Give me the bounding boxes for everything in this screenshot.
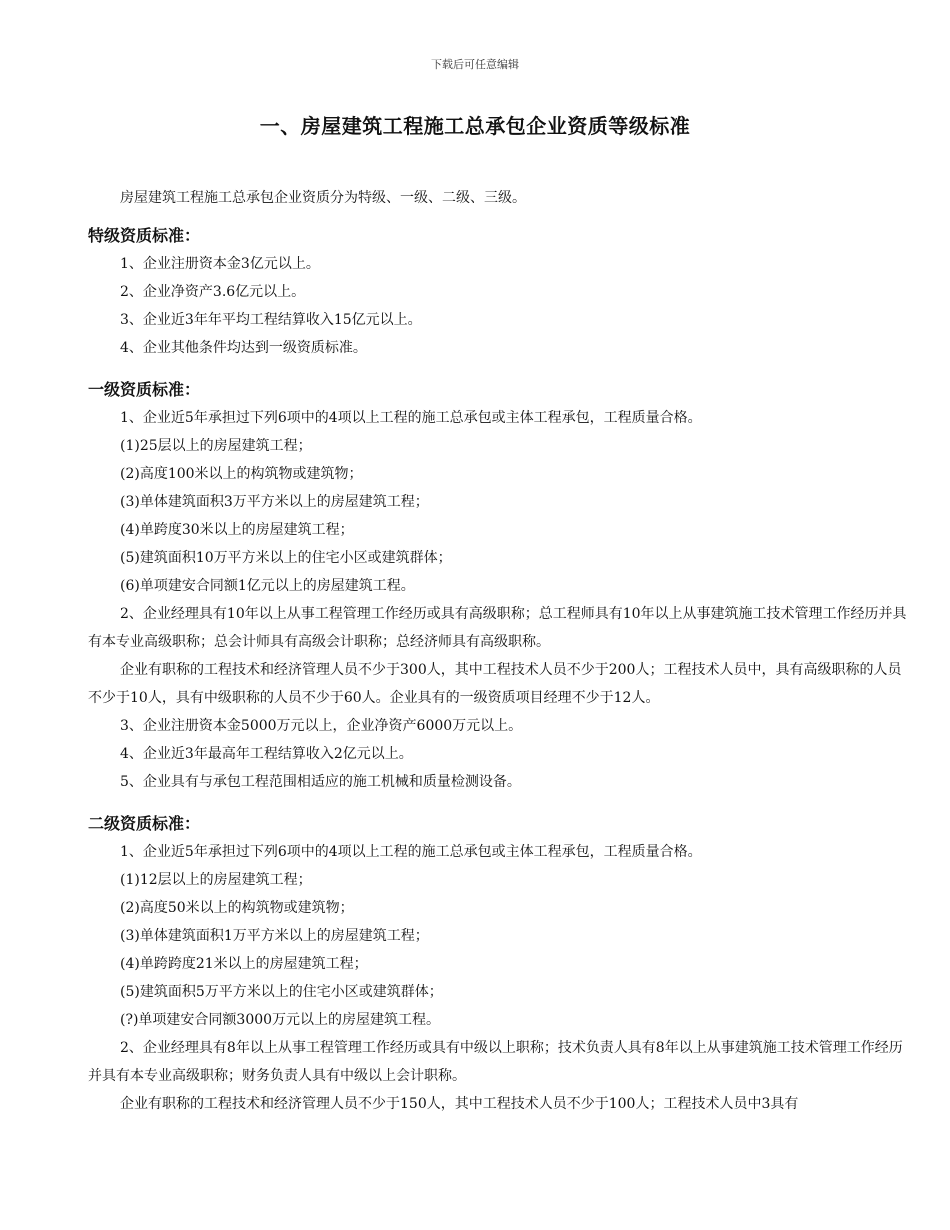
header-note: 下载后可任意编辑: [431, 58, 519, 71]
list-item: 1、企业近5年承担过下列6项中的4项以上工程的施工总承包或主体工程承包，工程质量合格。: [120, 410, 702, 426]
paragraph: 企业有职称的工程技术和经济管理人员不少于150人，其中工程技术人员不少于100人；工程技术人员中3具有: [120, 1096, 799, 1112]
list-item: (4)单跨跨度21米以上的房屋建筑工程；: [120, 956, 368, 972]
list-item: 1、企业近5年承担过下列6项中的4项以上工程的施工总承包或主体工程承包，工程质量合格。: [120, 844, 702, 860]
document-title: 一、房屋建筑工程施工总承包企业资质等级标准: [259, 114, 691, 138]
list-item: (4)单跨度30米以上的房屋建筑工程；: [120, 522, 354, 538]
list-item: (3)单体建筑面积3万平方米以上的房屋建筑工程；: [120, 494, 429, 510]
list-item: 1、企业注册资本金3亿元以上。: [120, 256, 320, 272]
list-item: (?)单项建安合同额3000万元以上的房屋建筑工程。: [120, 1012, 441, 1028]
section-special-grade: [88, 222, 910, 362]
list-item: 5、企业具有与承包工程范围相适应的施工机械和质量检测设备。: [120, 774, 521, 790]
intro-paragraph: 房屋建筑工程施工总承包企业资质分为特级、一级、二级、三级。: [120, 190, 526, 206]
list-item: 4、企业近3年最高年工程结算收入2亿元以上。: [120, 746, 413, 762]
list-item: (5)建筑面积10万平方米以上的住宅小区或建筑群体；: [120, 550, 452, 566]
paragraph: 2、企业经理具有8年以上从事工程管理工作经历或具有中级以上职称；技术负责人具有8年以上从事建筑施工技术管理工作经历并具有本专业高级职称；财务负责人具有中级以上会计职称。: [88, 1040, 903, 1084]
list-item: (2)高度50米以上的构筑物或建筑物；: [120, 900, 354, 916]
list-item: (1)25层以上的房屋建筑工程；: [120, 438, 312, 454]
list-item: 2、企业净资产3.6亿元以上。: [120, 284, 306, 300]
list-item: 3、企业注册资本金5000万元以上，企业净资产6000万元以上。: [120, 718, 523, 734]
list-item: (2)高度100米以上的构筑物或建筑物；: [120, 466, 363, 482]
list-item: (3)单体建筑面积1万平方米以上的房屋建筑工程；: [120, 928, 429, 944]
section-heading: 特级资质标准：: [88, 226, 201, 245]
document-body: [88, 184, 910, 1132]
list-item: 4、企业其他条件均达到一级资质标准。: [120, 340, 367, 356]
list-item: (1)12层以上的房屋建筑工程；: [120, 872, 312, 888]
section-heading: 二级资质标准：: [88, 814, 201, 833]
paragraph: 企业有职称的工程技术和经济管理人员不少于300人，其中工程技术人员不少于200人；工程技术人员中，具有高级职称的人员不少于10人，具有中级职称的人员不少于60人。企业具有的一级资质项目经理不少于12人。: [88, 662, 902, 706]
paragraph: 2、企业经理具有10年以上从事工程管理工作经历或具有高级职称；总工程师具有10年以上从事建筑施工技术管理工作经历并具有本专业高级职称；总会计师具有高级会计职称；总经济师具有高级职称。: [88, 606, 907, 650]
section-heading: 一级资质标准：: [88, 380, 201, 399]
section-grade-two: [88, 810, 910, 1118]
list-item: (6)单项建安合同额1亿元以上的房屋建筑工程。: [120, 578, 415, 594]
list-item: (5)建筑面积5万平方米以上的住宅小区或建筑群体；: [120, 984, 443, 1000]
list-item: 3、企业近3年年平均工程结算收入15亿元以上。: [120, 312, 422, 328]
section-grade-one: [88, 376, 910, 796]
